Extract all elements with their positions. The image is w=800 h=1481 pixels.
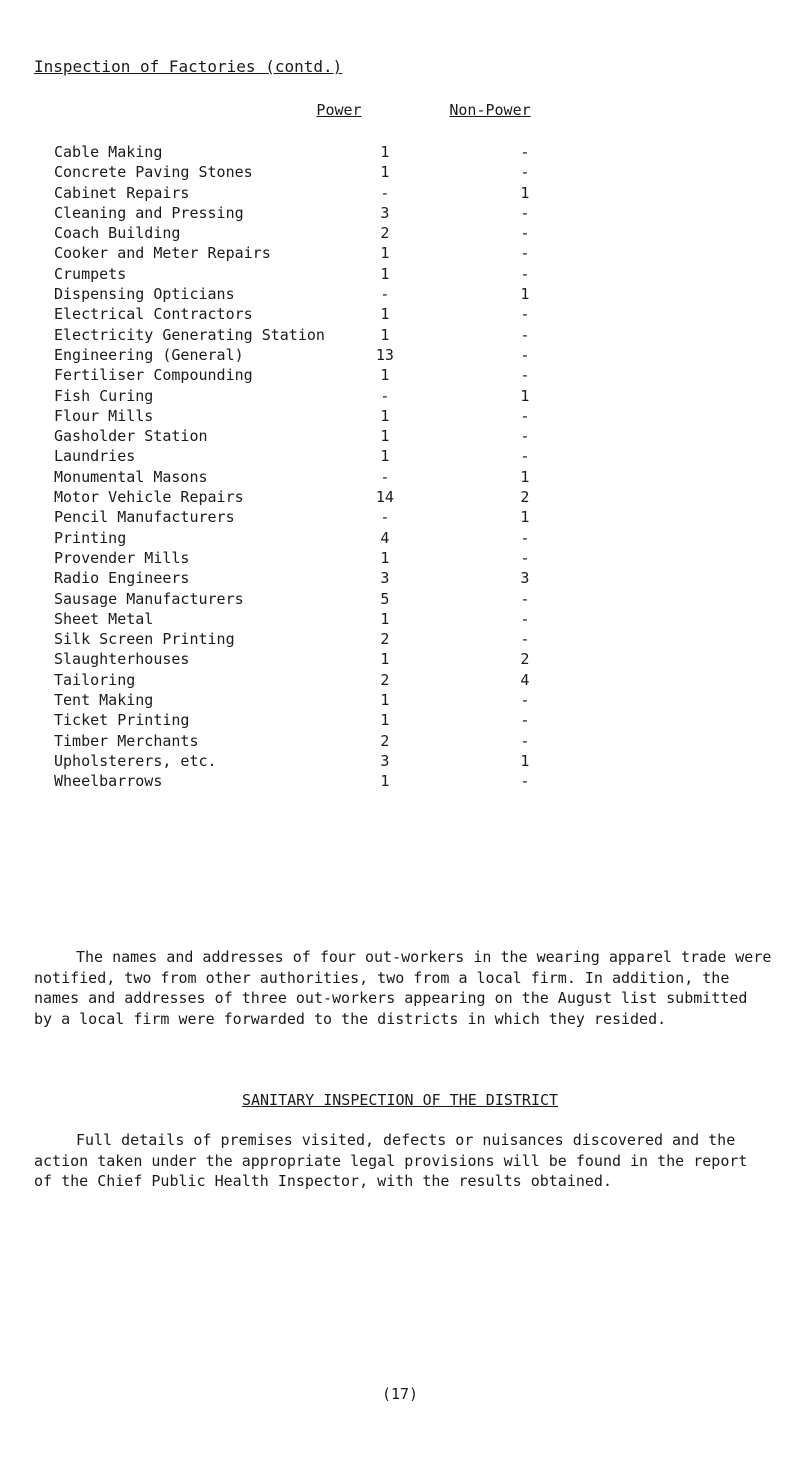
page-number: (17) — [381, 1385, 419, 1403]
trade-name: Laundries — [54, 447, 136, 466]
non-power-count: - — [520, 143, 530, 161]
power-count: 1 — [380, 244, 390, 263]
sanitary-paragraph: Full details of premises visited, defects or nuisances discovered and the action taken under the appropriate legal provisions will be found in the report of the Chief Public Health Inspector, with the results obtained. — [34, 1131, 748, 1190]
non-power-count: - — [520, 711, 530, 730]
power-count: 2 — [380, 224, 390, 243]
non-power-count: 1 — [520, 751, 530, 770]
non-power-count: - — [520, 731, 530, 750]
power-count: 1 — [380, 366, 390, 385]
non-power-count: 1 — [520, 467, 530, 486]
trade-name: Cabinet Repairs — [54, 183, 190, 202]
trade-name: Wheelbarrows — [54, 772, 163, 791]
trade-name: Timber Merchants — [54, 731, 199, 750]
trade-name: Monumental Masons — [54, 467, 208, 486]
power-count: 5 — [380, 589, 390, 608]
non-power-count: - — [520, 406, 530, 425]
table-row — [54, 142, 605, 162]
power-count: 1 — [380, 406, 390, 425]
trade-name: Pencil Manufacturers — [54, 508, 235, 527]
trade-name: Cleaning and Pressing — [54, 203, 244, 222]
table-row — [54, 568, 605, 588]
non-power-count: - — [520, 264, 530, 283]
trade-name: Sheet Metal — [54, 609, 154, 628]
table-row — [54, 446, 605, 466]
trade-name: Fertiliser Compounding — [54, 366, 253, 385]
non-power-count: 2 — [520, 488, 530, 507]
trade-name: Cooker and Meter Repairs — [54, 244, 271, 263]
trade-name: Crumpets — [54, 264, 127, 283]
table-row — [54, 589, 605, 609]
table-row — [54, 771, 605, 791]
table-row — [54, 751, 605, 771]
power-count: 2 — [380, 630, 390, 649]
non-power-count: - — [520, 548, 530, 567]
column-header-power: Power — [316, 101, 362, 119]
trade-name: Gasholder Station — [54, 427, 208, 446]
non-power-count: 2 — [520, 650, 530, 669]
non-power-count: - — [520, 609, 530, 628]
power-count: 14 — [375, 488, 394, 507]
power-count: - — [380, 285, 390, 304]
trade-name: Sausage Manufacturers — [54, 589, 244, 608]
power-count: 1 — [380, 427, 390, 446]
non-power-count: - — [520, 528, 530, 547]
power-count: 1 — [380, 264, 390, 283]
non-power-count: 4 — [520, 670, 530, 689]
trade-name: Fish Curing — [54, 386, 154, 405]
non-power-count: - — [520, 691, 530, 710]
table-row — [54, 406, 605, 426]
power-count: - — [380, 386, 390, 405]
table-row — [54, 386, 605, 406]
table-row — [54, 243, 605, 263]
factories-table-body — [54, 142, 605, 792]
table-row — [54, 710, 605, 730]
trade-name: Concrete Paving Stones — [54, 163, 253, 182]
trade-name: Tent Making — [54, 691, 154, 710]
table-row — [54, 284, 605, 304]
table-row — [54, 223, 605, 243]
non-power-count: - — [520, 447, 530, 466]
non-power-count: - — [520, 244, 530, 263]
non-power-count: - — [520, 325, 530, 344]
table-row — [54, 325, 605, 345]
column-header-non-power: Non-Power — [449, 101, 531, 119]
power-count: 3 — [380, 751, 390, 770]
trade-name: Coach Building — [54, 224, 181, 243]
non-power-count: - — [520, 427, 530, 446]
trade-name: Motor Vehicle Repairs — [54, 488, 244, 507]
trade-name: Dispensing Opticians — [54, 285, 235, 304]
section-title: SANITARY INSPECTION OF THE DISTRICT — [241, 1091, 559, 1109]
trade-name: Upholsterers, etc. — [54, 751, 217, 770]
trade-name: Engineering (General) — [54, 345, 244, 364]
non-power-count: - — [520, 203, 530, 222]
table-row — [54, 345, 605, 365]
non-power-count: - — [520, 345, 530, 364]
trade-name: Radio Engineers — [54, 569, 190, 588]
table-row — [54, 304, 605, 324]
table-row — [54, 507, 605, 527]
power-count: 1 — [380, 711, 390, 730]
trade-name: Cable Making — [54, 143, 163, 161]
power-count: 1 — [380, 609, 390, 628]
table-row — [54, 649, 605, 669]
trade-name: Ticket Printing — [54, 711, 190, 730]
trade-name: Silk Screen Printing — [54, 630, 235, 649]
non-power-count: - — [520, 589, 530, 608]
power-count: 1 — [380, 650, 390, 669]
table-row — [54, 609, 605, 629]
power-count: 13 — [375, 345, 394, 364]
non-power-count: - — [520, 630, 530, 649]
non-power-count: - — [520, 163, 530, 182]
power-count: 3 — [380, 203, 390, 222]
power-count: 2 — [380, 670, 390, 689]
table-row — [54, 467, 605, 487]
power-count: 4 — [380, 528, 390, 547]
trade-name: Flour Mills — [54, 406, 154, 425]
non-power-count: 1 — [520, 285, 530, 304]
power-count: - — [380, 467, 390, 486]
power-count: 1 — [380, 325, 390, 344]
trade-name: Electricity Generating Station — [54, 325, 325, 344]
table-row — [54, 162, 605, 182]
table-row — [54, 487, 605, 507]
power-count: 1 — [380, 691, 390, 710]
table-row — [54, 528, 605, 548]
power-count: 1 — [380, 163, 390, 182]
trade-name: Printing — [54, 528, 127, 547]
table-row — [54, 264, 605, 284]
table-row — [54, 731, 605, 751]
trade-name: Tailoring — [54, 670, 136, 689]
non-power-count: - — [520, 772, 530, 791]
table-row — [54, 548, 605, 568]
power-count: 3 — [380, 569, 390, 588]
power-count: - — [380, 508, 390, 527]
table-row — [54, 629, 605, 649]
power-count: 1 — [380, 447, 390, 466]
non-power-count: - — [520, 224, 530, 243]
trade-name: Provender Mills — [54, 548, 190, 567]
non-power-count: - — [520, 366, 530, 385]
trade-name: Slaughterhouses — [54, 650, 190, 669]
factories-table — [54, 142, 605, 792]
non-power-count: 1 — [520, 183, 530, 202]
power-count: 1 — [380, 305, 390, 324]
table-row — [54, 365, 605, 385]
non-power-count: 1 — [520, 386, 530, 405]
table-row — [54, 690, 605, 710]
page-heading: Inspection of Factories (contd.) — [34, 57, 343, 76]
power-count: 2 — [380, 731, 390, 750]
outworkers-paragraph: The names and addresses of four out-workers in the wearing apparel trade were notified, two from other authorities, two from a local firm. In addition, the names and addresses of three out-workers appearing on the August list submitted by a local firm were forwarded to the districts in which they resided. — [34, 948, 772, 1028]
non-power-count: 3 — [520, 569, 530, 588]
non-power-count: - — [520, 305, 530, 324]
power-count: - — [380, 183, 390, 202]
table-row — [54, 183, 605, 203]
table-row — [54, 670, 605, 690]
table-row — [54, 203, 605, 223]
trade-name: Electrical Contractors — [54, 305, 253, 324]
non-power-count: 1 — [520, 508, 530, 527]
power-count: 1 — [380, 143, 390, 161]
power-count: 1 — [380, 772, 390, 791]
power-count: 1 — [380, 548, 390, 567]
table-row — [54, 426, 605, 446]
